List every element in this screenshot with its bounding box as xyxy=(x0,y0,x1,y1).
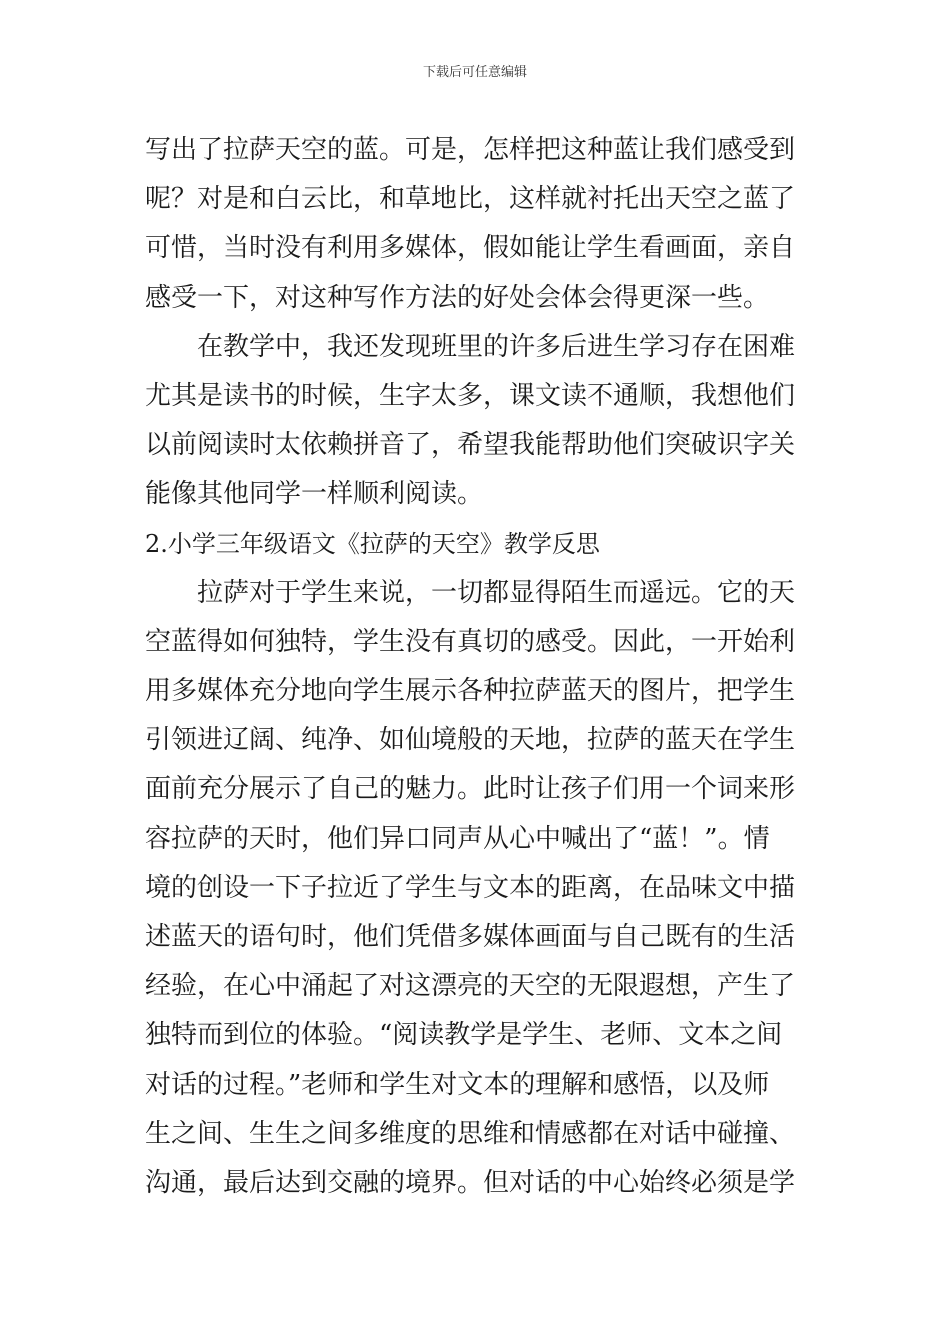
text-line: 以前阅读时太依赖拼音了，希望我能帮助他们突破识字关 xyxy=(145,430,796,461)
page-header: 下载后可任意编辑 xyxy=(422,65,527,80)
text-line: 独特而到位的体验。“阅读教学是学生、老师、文本之间 xyxy=(145,1020,783,1051)
document-body xyxy=(145,126,810,1208)
text-line: 呢？对是和白云比，和草地比，这样就衬托出天空之蓝了 xyxy=(145,184,796,215)
text-line: 对话的过程。”老师和学生对文本的理解和感悟，以及师 xyxy=(145,1069,770,1100)
section-heading: 2.小学三年级语文《拉萨的天空》教学反思 xyxy=(145,529,600,558)
text-line: 引领进辽阔、纯净、如仙境般的天地，拉萨的蓝天在学生 xyxy=(145,725,796,756)
text-line: 境的创设一下子拉近了学生与文本的距离，在品味文中描 xyxy=(145,872,796,903)
text-line: 尤其是读书的时候，生字太多，课文读不通顺，我想他们 xyxy=(145,380,796,411)
text-line: 用多媒体充分地向学生展示各种拉萨蓝天的图片，把学生 xyxy=(145,676,796,707)
text-line: 拉萨对于学生来说，一切都显得陌生而遥远。它的天 xyxy=(197,577,796,608)
text-line: 面前充分展示了自己的魅力。此时让孩子们用一个词来形 xyxy=(145,774,796,805)
text-line: 沟通，最后达到交融的境界。但对话的中心始终必须是学 xyxy=(145,1167,796,1198)
text-line: 述蓝天的语句时，他们凭借多媒体画面与自己既有的生活 xyxy=(145,922,796,952)
text-line: 生之间、生生之间多维度的思维和情感都在对话中碰撞、 xyxy=(145,1118,796,1149)
text-line: 空蓝得如何独特，学生没有真切的感受。因此，一开始利 xyxy=(145,626,796,657)
text-line: 经验，在心中涌起了对这漂亮的天空的无限遐想，产生了 xyxy=(145,971,796,1002)
text-line: 在教学中，我还发现班里的许多后进生学习存在困难 xyxy=(197,331,796,362)
text-line: 写出了拉萨天空的蓝。可是，怎样把这种蓝让我们感受到 xyxy=(145,135,796,165)
text-line: 可惜，当时没有利用多媒体，假如能让学生看画面，亲自 xyxy=(145,233,796,264)
text-line: 能像其他同学一样顺利阅读。 xyxy=(145,479,484,510)
text-line: 容拉萨的天时，他们异口同声从心中喊出了“蓝！”。情 xyxy=(145,823,770,854)
text-line: 感受一下，对这种写作方法的好处会体会得更深一些。 xyxy=(145,282,770,313)
